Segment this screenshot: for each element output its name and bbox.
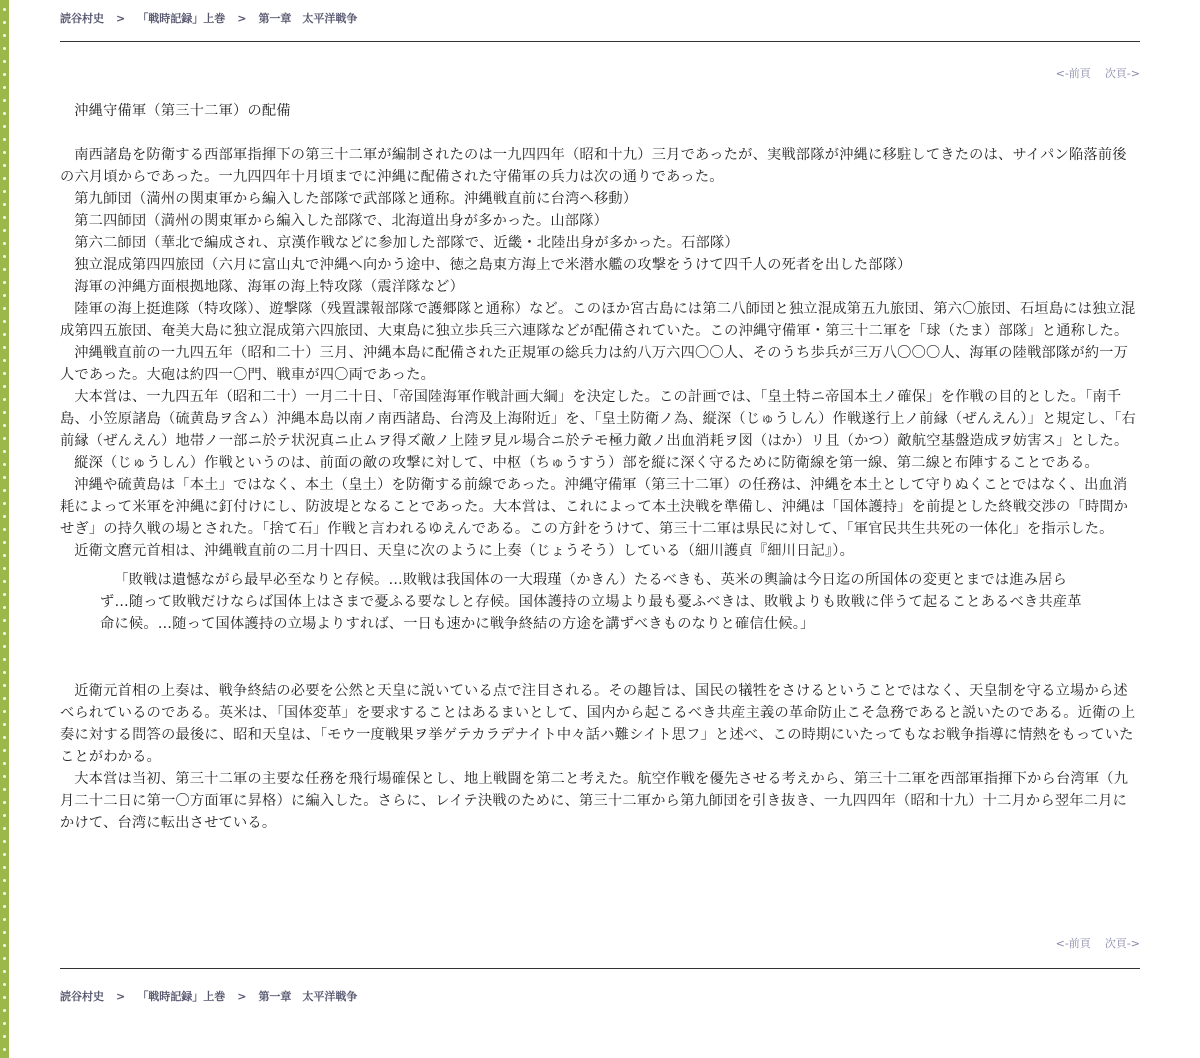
paragraph: 近衛元首相の上奏は、戦争終結の必要を公然と天皇に説いている点で注目される。その趣旨は、国民の犠牲をさけるということではなく、天皇制を守る立場から述べられているのである。英米は、「国体変革」を要求することはあるまいとして、国内から起こるべき共産主義の革命防止こそ急務であると説いたのである。近衛の上奏に対する問答の最後に、昭和天皇は、「モウ一度戦果ヲ挙ゲテカラデナイト中々話ハ難シイト思フ」と述べ、この時期にいたってもなお戦争指導に情熱をもっていたことがわかる。 bbox=[60, 683, 1136, 765]
breadcrumb-link-war-records[interactable]: 「戦時記録」上巻 bbox=[137, 12, 226, 25]
pager bbox=[1056, 65, 1140, 81]
paragraph: 陸軍の海上挺進隊（特攻隊）、遊撃隊（残置諜報部隊で護郷隊と通称）など。このほか宮古島には第二八師団と独立混成第五九旅団、第六〇旅団、石垣島には独立混成第四五旅団、奄美大島に独立混成第六四旅団、大東島に独立歩兵三六連隊などが配備されていた。この沖縄守備軍・第三十二軍を「球（たま）部隊」と通称した。 bbox=[60, 301, 1136, 339]
bottom-divider bbox=[60, 968, 1140, 969]
paragraph: 大本営は当初、第三十二軍の主要な任務を飛行場確保とし、地上戦闘を第二と考えた。航空作戦を優先させる考えから、第三十二軍を西部軍指揮下から台湾軍（九月二十二日に第一〇方面軍に昇格）に編入した。さらに、レイテ決戦のために、第三十二軍から第九師団を引き抜き、一九四四年（昭和十九）十二月から翌年二月にかけて、台湾に転出させている。 bbox=[60, 771, 1129, 831]
breadcrumb-link-yomitan-history[interactable]: 読谷村史 bbox=[60, 12, 104, 25]
breadcrumb-link-war-records[interactable]: 「戦時記録」上巻 bbox=[137, 990, 226, 1003]
paragraph: 近衛文麿元首相は、沖縄戦直前の二月十四日、天皇に次のように上奏（じょうそう）している（細川護貞『細川日記』）。 bbox=[74, 543, 855, 559]
breadcrumb bbox=[60, 10, 357, 26]
blockquote bbox=[100, 569, 1086, 635]
breadcrumb-link-chapter-1[interactable]: 第一章 太平洋戦争 bbox=[258, 990, 358, 1003]
next-page-link[interactable]: 次頁-> bbox=[1104, 937, 1140, 950]
paragraph: 大本営は、一九四五年（昭和二十）一月二十日、「帝国陸海軍作戦計画大綱」を決定した。この計画では、「皇土特ニ帝国本土ノ確保」を作戦の目的とした。「南千島、小笠原諸島（硫黄島ヲ含ム）沖縄本島以南ノ南西諸島、台湾及上海附近」を、「皇土防衛ノ為、縦深（じゅうしん）作戦遂行上ノ前縁（ぜんえん）」と規定し、「右前縁（ぜんえん）地帯ノ一部ニ於テ状況真ニ止ムヲ得ズ敵ノ上陸ヲ見ル場合ニ於テモ極力敵ノ出血消耗ヲ図（はか）リ且（かつ）敵航空基盤造成ヲ妨害ス」とした。 bbox=[60, 389, 1136, 449]
paragraph: 海軍の沖縄方面根拠地隊、海軍の海上特攻隊（震洋隊など） bbox=[74, 279, 465, 295]
breadcrumb-separator: > bbox=[237, 12, 247, 25]
section-title: 沖縄守備軍（第三十二軍）の配備 bbox=[74, 103, 291, 119]
article-body bbox=[60, 100, 1140, 834]
pager-bottom bbox=[1056, 935, 1140, 951]
breadcrumb-separator: > bbox=[116, 12, 126, 25]
breadcrumb-bottom bbox=[60, 988, 357, 1004]
prev-page-link[interactable]: <-前頁 bbox=[1055, 937, 1091, 950]
breadcrumb-separator: > bbox=[116, 990, 126, 1003]
paragraph: 第二四師団（満州の関東軍から編入した部隊で、北海道出身が多かった。山部隊） bbox=[74, 213, 609, 229]
spacer bbox=[60, 642, 1140, 680]
paragraph: 南西諸島を防衛する西部軍指揮下の第三十二軍が編制されたのは一九四四年（昭和十九）三月であったが、実戦部隊が沖縄に移駐してきたのは、サイパン陥落前後の六月頃からであった。一九四四年十月頃までに沖縄に配備された守備軍の兵力は次の通りであった。 bbox=[60, 147, 1127, 185]
top-divider bbox=[60, 41, 1140, 42]
breadcrumb-link-yomitan-history[interactable]: 読谷村史 bbox=[60, 990, 104, 1003]
paragraph: 第六二師団（華北で編成され、京漢作戦などに参加した部隊で、近畿・北陸出身が多かった。石部隊） bbox=[74, 235, 739, 251]
quote-text: 「敗戦は遺憾ながら最早必至なりと存候。…敗戦は我国体の一大瑕瑾（かきん）たるべきも、英米の輿論は今日迄の所国体の変更とまでは進み居らず…随って敗戦だけならば国体上はさまで憂ふる要なしと存候。国体護持の立場より最も憂ふべきは、敗戦よりも敗戦に伴うて起ることあるべき共産革命に候。…随って国体護持の立場よりすれば、一日も速かに戦争終結の方途を講ずべきものなりと確信仕候。」 bbox=[100, 572, 1082, 632]
prev-page-link[interactable]: <-前頁 bbox=[1055, 67, 1091, 80]
breadcrumb-link-chapter-1[interactable]: 第一章 太平洋戦争 bbox=[258, 12, 358, 25]
paragraph: 縦深（じゅうしん）作戦というのは、前面の敵の攻撃に対して、中枢（ちゅうすう）部を縦に深く守るために防衛線を第一線、第二線と布陣することである。 bbox=[74, 455, 1099, 471]
paragraph: 沖縄戦直前の一九四五年（昭和二十）三月、沖縄本島に配備された正規軍の総兵力は約八万六四〇〇人、そのうち歩兵が三万八〇〇〇人、海軍の陸戦部隊が約一万人であった。大砲は約四一〇門、戦車が四〇両であった。 bbox=[60, 345, 1129, 383]
paragraph: 独立混成第四四旅団（六月に富山丸で沖縄へ向かう途中、徳之島東方海上で米潜水艦の攻撃をうけて四千人の死者を出した部隊） bbox=[74, 257, 912, 273]
decorative-border bbox=[0, 0, 9, 1058]
next-page-link[interactable]: 次頁-> bbox=[1104, 67, 1140, 80]
breadcrumb-separator: > bbox=[237, 990, 247, 1003]
paragraph: 第九師団（満州の関東軍から編入した部隊で武部隊と通称。沖縄戦直前に台湾へ移動） bbox=[74, 191, 638, 207]
paragraph: 沖縄や硫黄島は「本土」ではなく、本土（皇土）を防衛する前線であった。沖縄守備軍（第三十二軍）の任務は、沖縄を本土として守りぬくことではなく、出血消耗によって米軍を沖縄に釘付けにし、防波堤となることであった。大本営は、これによって本土決戦を準備し、沖縄は「国体護持」を前提とした終戦交渉の「時間かせぎ」の持久戦の場とされた。「捨て石」作戦と言われるゆえんである。この方針をうけて、第三十二軍は県民に対して、「軍官民共生共死の一体化」を指示した。 bbox=[60, 477, 1129, 537]
